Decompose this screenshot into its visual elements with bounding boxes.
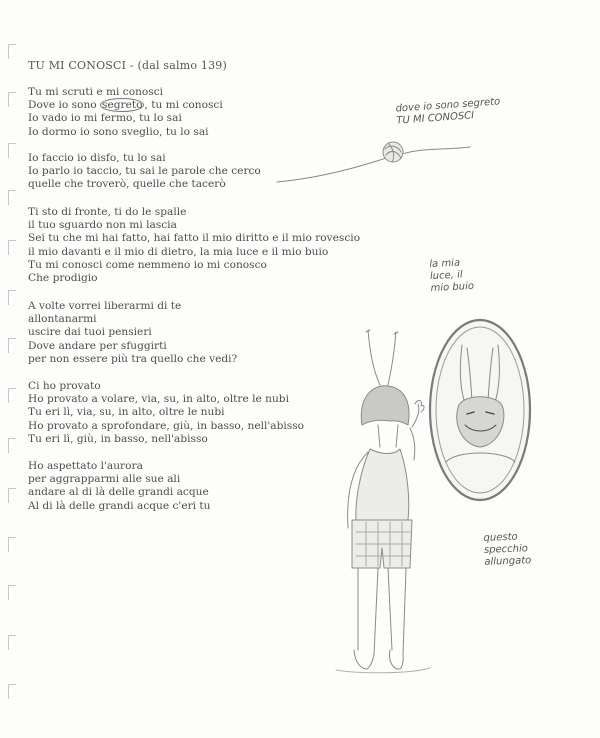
raised-arm: [410, 404, 419, 460]
shorts: [352, 520, 412, 568]
poem-line: il tuo sguardo non mi lascia: [28, 219, 177, 232]
poem-line: Ho aspettato l'aurora: [28, 460, 143, 472]
poem-line: Tu eri lì, via, su, in alto, oltre le nubi: [28, 406, 225, 419]
poem-line: Tu mi scruti e mi conosci: [28, 86, 164, 98]
poem-line: allontanarmi: [28, 313, 97, 326]
poem-line: per non essere più tra quello che vedi?: [28, 352, 238, 365]
poem-line: Che prodigio: [28, 272, 98, 285]
circled-word: segreto: [102, 99, 143, 112]
poem-line: Io vado io mi fermo, tu lo sai: [28, 112, 182, 125]
poem-line: Tu eri lì, giù, in basso, nell'abisso: [28, 432, 208, 445]
poem-line: A volte vorrei liberarmi di te: [28, 300, 182, 312]
girl-figure: [348, 330, 424, 669]
thread-line: [277, 147, 470, 182]
poem-line: quelle che troverò, quelle che tacerò: [28, 178, 226, 191]
mirror: [430, 320, 530, 500]
poem-line: Io parlo io taccio, tu sai le parole che cerco: [28, 165, 261, 178]
poem-line: andare al di là delle grandi acque: [28, 486, 209, 499]
poem-line: uscire dai tuoi pensieri: [28, 326, 152, 339]
hand: [415, 400, 424, 412]
note-bottom-right: questo specchio allungato: [483, 531, 532, 568]
poem-line: Ti sto di fronte, ti do le spalle: [28, 206, 187, 218]
poem-title: TU MI CONOSCI - (dal salmo 139): [28, 59, 227, 72]
poem-line: il mio davanti e il mio di dietro, la mia luce e il mio buio: [28, 245, 329, 258]
ground-shadow: [336, 668, 430, 673]
poem-line: Tu mi conosci come nemmeno io mi conosco: [28, 258, 267, 271]
yarn-ball-icon: [383, 142, 403, 162]
poem-line: Sei tu che mi hai fatto, hai fatto il mio diritto e il mio rovescio: [28, 232, 361, 245]
neck: [378, 425, 398, 447]
feet: [354, 650, 403, 669]
hair: [361, 386, 409, 425]
horns: [366, 330, 398, 385]
poem-line: per aggrapparmi alle sue ali: [28, 473, 181, 486]
poem-line: Dove andare per sfuggirti: [28, 339, 167, 352]
poem-line: Al di là delle grandi acque c'eri tu: [28, 499, 211, 512]
poem-line: Ho provato a volare, via, su, in alto, oltre le nubi: [28, 393, 289, 406]
legs: [358, 568, 406, 655]
tank-top: [356, 449, 409, 520]
poem-line: Io dormo io sono sveglio, tu lo sai: [28, 125, 209, 138]
note-middle-right: la mia luce, il mio buio: [429, 257, 475, 295]
poem-line: Io faccio io disfo, tu lo sai: [28, 152, 166, 164]
note-top-right: dove io sono segreto TU MI CONOSCI: [395, 96, 501, 127]
poem-line: Ci ho provato: [28, 380, 101, 392]
poem-line: Ho provato a sprofondare, giù, in basso, nell'abisso: [28, 419, 305, 432]
poem-line-circled: Dove io sono segreto , tu mi conosci: [28, 99, 223, 112]
